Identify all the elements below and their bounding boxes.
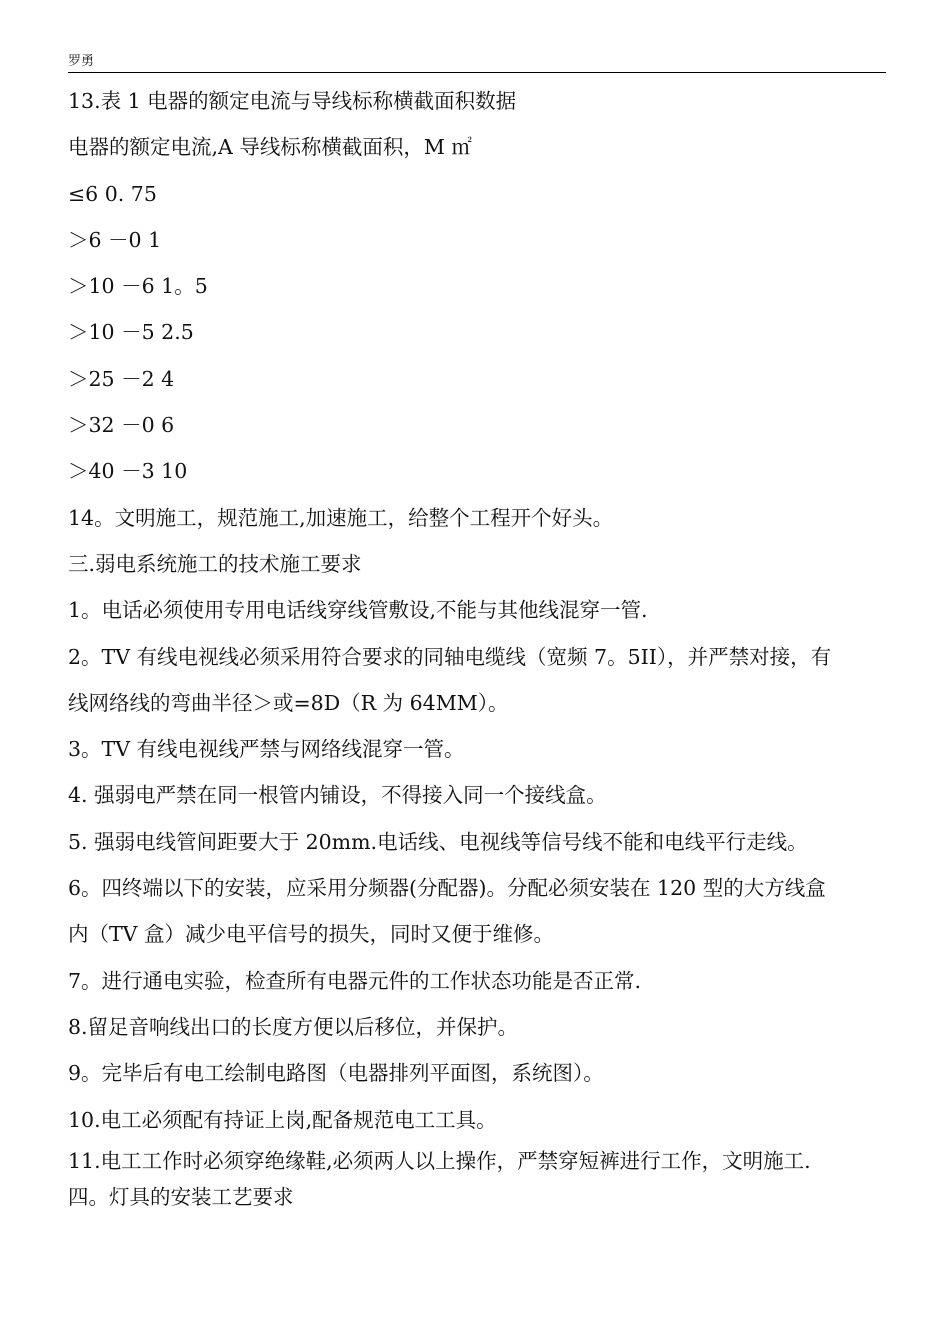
document-body: [68, 78, 886, 1215]
list-item: 4. 强弱电严禁在同一根管内铺设，不得接入同一个接线盒。: [68, 783, 607, 808]
list-item: 7。进行通电实验，检查所有电器元件的工作状态功能是否正常.: [68, 968, 642, 993]
header-author: 罗勇: [68, 54, 95, 69]
table-row: ＞6 －0 1: [68, 227, 162, 252]
table-header-row: 电器的额定电流,A 导线标称横截面积，M ㎡: [68, 135, 472, 160]
list-item: 8.留足音响线出口的长度方便以后移位，并保护。: [68, 1014, 519, 1039]
page-header: [68, 54, 886, 73]
list-item: 11.电工工作时必须穿绝缘鞋,必须两人以上操作，严禁穿短裤进行工作，文明施工.: [68, 1148, 811, 1173]
table-row: ＞40 －3 10: [68, 459, 188, 484]
list-item: 2。TV 有线电视线必须采用符合要求的同轴电缆线（宽频 7。5II），并严禁对接，有: [68, 644, 832, 669]
list-item: 5. 强弱电线管间距要大于 20mm.电话线、电视线等信号线不能和电线平行走线。: [68, 829, 808, 854]
table-row: ＞10 －5 2.5: [68, 320, 194, 345]
list-item: 9。完毕后有电工绘制电路图（电器排列平面图，系统图）。: [68, 1061, 604, 1086]
section-heading: 三.弱电系统施工的技术施工要求: [68, 551, 362, 576]
section-heading: 四。灯具的安装工艺要求: [68, 1184, 294, 1209]
list-item-continuation: 内（TV 盒）减少电平信号的损失，同时又便于维修。: [68, 922, 554, 947]
list-item: 1。电话必须使用专用电话线穿线管敷设,不能与其他线混穿一管.: [68, 598, 648, 623]
list-item: 6。四终端以下的安装，应采用分频器(分配器)。分配必须安装在 120 型的大方线盒: [68, 876, 826, 901]
table-row: ＞32 －0 6: [68, 413, 175, 438]
list-item: 3。TV 有线电视线严禁与网络线混穿一管。: [68, 737, 465, 762]
table-row: ≤6 0. 75: [68, 181, 157, 206]
table-caption: 13.表 1 电器的额定电流与导线标称横截面积数据: [68, 89, 517, 113]
table-row: ＞25 －2 4: [68, 366, 175, 391]
list-item: 10.电工必须配有持证上岗,配备规范电工工具。: [68, 1107, 497, 1132]
list-item-continuation: 线网络线的弯曲半径＞或=8D（R 为 64MM）。: [68, 690, 509, 715]
table-row: ＞10 －6 1。5: [68, 274, 208, 299]
paragraph: 14。文明施工，规范施工,加速施工，给整个工程开个好头。: [68, 505, 614, 530]
